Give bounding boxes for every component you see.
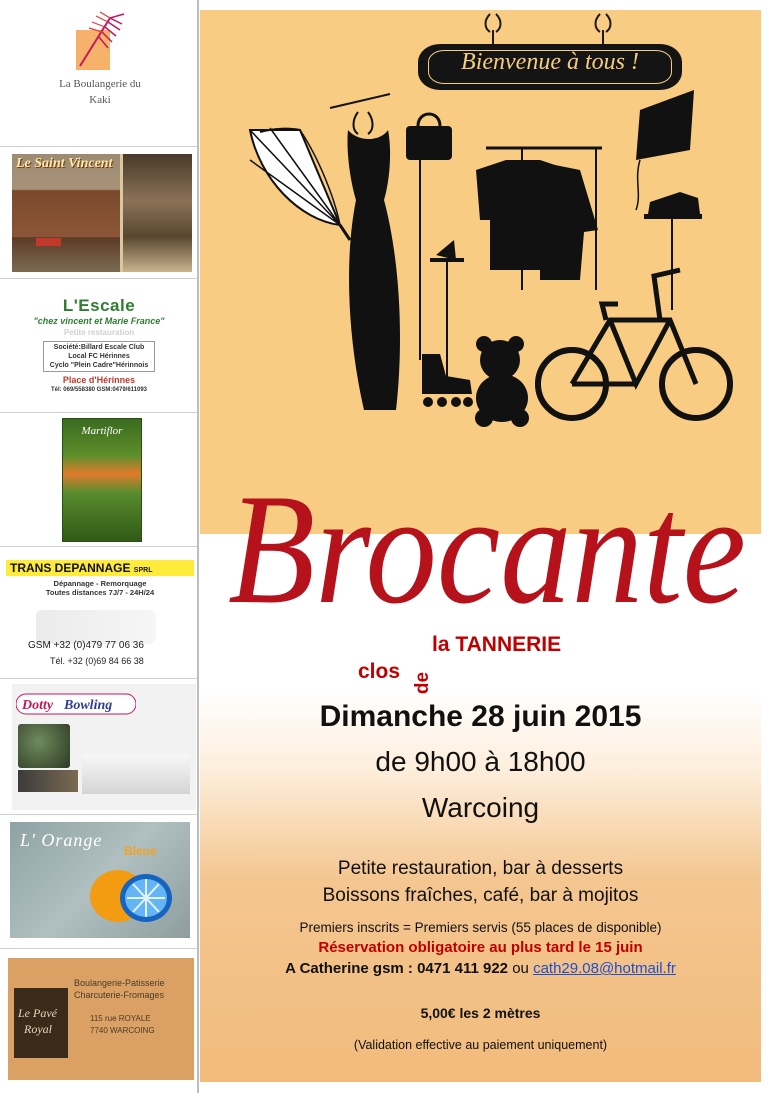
brocante-headline: [222, 454, 752, 634]
divider: [0, 678, 197, 679]
clothes-rack-icon: [476, 148, 602, 290]
handbag-icon: [406, 114, 452, 360]
pave-logo-line1: Le Pavé: [18, 1006, 57, 1020]
palm-leaf-logo: [70, 10, 130, 74]
price-text: 5,00€ les 2 mètres: [420, 1005, 541, 1021]
martiflor-name: Martiflor: [81, 425, 123, 437]
dotty-bowling-logo: [16, 692, 136, 716]
sneaker-icon: [644, 192, 702, 310]
saint-vincent-title: Le Saint Vincent: [16, 156, 113, 171]
trans-line1: Dépannage - Remorquage: [53, 579, 147, 588]
brocante-headline-text: Brocante: [228, 462, 746, 634]
kaki-name-line2: Kaki: [89, 94, 111, 106]
orange-slice-icon: [80, 862, 180, 926]
pave-line1: Boulangerie-Patisserie: [74, 978, 165, 988]
trans-line2: Toutes distances 7J/7 - 24H/24: [45, 588, 155, 597]
divider: [0, 814, 197, 815]
bowling-lane-photo: [18, 724, 70, 768]
kite-icon: [636, 90, 694, 210]
contact-label: A Catherine gsm : 0471 411 922: [285, 960, 509, 977]
reservation-note: Réservation obligatoire au plus tard le 15 juin: [318, 939, 643, 956]
validation-note: (Validation effective au paiement uniquement): [353, 1038, 608, 1052]
escale-box-line: Société:Billard Escale Club: [53, 344, 145, 351]
tow-truck-image: [36, 610, 156, 644]
saint-vincent-phone-badge: [36, 238, 61, 246]
venue-clos: clos: [358, 660, 401, 683]
teddy-bear-icon: [475, 336, 529, 427]
first-come-note: Premiers inscrits = Premiers servis (55 places de disponible): [299, 920, 662, 935]
ad-martiflor: [62, 418, 142, 542]
pave-line2: Charcuterie-Fromages: [74, 990, 165, 1000]
dress-icon: [347, 112, 400, 410]
trans-tel: Tél. +32 (0)69 84 66 38: [50, 656, 144, 666]
ad-dotty-bowling: [12, 684, 196, 810]
ad-pave-royal: [8, 958, 194, 1080]
escale-box-line: Cyclo "Plein Cadre"Hérinnois: [49, 362, 149, 369]
trans-title-band: [6, 560, 194, 576]
divider: [0, 546, 197, 547]
divider: [0, 278, 197, 279]
event-date: Dimanche 28 juin 2015: [319, 700, 642, 733]
ad-orange-bleue: [10, 822, 190, 938]
escale-phones: Tél: 069/558380 GSM:0479/611093: [50, 387, 148, 393]
welcome-banner-text: Bienvenue à tous !: [461, 49, 639, 75]
contact-email-link[interactable]: cath29.08@hotmail.fr: [533, 960, 676, 977]
escale-box-line: Local FC Hérinnes: [68, 353, 130, 360]
pave-street: 115 rue ROYALE: [90, 1014, 151, 1023]
bowling-pins-image: [82, 754, 190, 794]
trans-title: TRANS DEPANNAGE: [10, 561, 131, 575]
ad-escale: [6, 290, 192, 405]
divider: [0, 948, 197, 949]
ad-boulangerie-kaki: [30, 10, 170, 140]
services-line2: Boissons fraîches, café, bar à mojitos: [322, 885, 639, 906]
orange-title: L' Orange: [20, 830, 103, 850]
umbrella-icon: [250, 128, 350, 240]
flea-market-illustration: [240, 90, 760, 450]
escale-clubs-box: [43, 341, 155, 372]
trans-suffix: SPRL: [133, 567, 153, 574]
event-hours: de 9h00 à 18h00: [375, 746, 586, 777]
ad-trans-depannage: [6, 560, 194, 672]
escale-title: L'Escale: [62, 296, 136, 315]
pave-logo-line2: Royal: [24, 1022, 52, 1036]
venue-de: de: [412, 671, 434, 695]
svg-text:Bowling: Bowling: [64, 698, 113, 713]
services-line1: Petite restauration, bar à desserts: [337, 858, 624, 879]
kaki-name-line1: La Boulangerie du: [59, 78, 141, 90]
escale-place: Place d'Hérinnes: [62, 375, 136, 385]
svg-text:Dotty: Dotty: [22, 698, 54, 713]
contact-line: [200, 960, 761, 977]
kaki-hours-text: [30, 111, 170, 132]
ad-saint-vincent: [12, 154, 192, 272]
orange-title2: Bleue: [124, 844, 157, 858]
pave-royal-logo: [14, 988, 68, 1058]
pave-city: 7740 WARCOING: [90, 1026, 155, 1035]
escale-subtitle: "chez vincent et Marie France": [33, 316, 165, 326]
event-place: Warcoing: [421, 792, 540, 823]
trans-gsm: GSM +32 (0)479 77 06 36: [28, 640, 144, 651]
divider: [0, 412, 197, 413]
restaurant-interior-photo: [123, 154, 192, 272]
divider: [0, 146, 197, 147]
contact-or: ou: [508, 960, 534, 977]
venue-tannerie: la TANNERIE: [432, 633, 562, 656]
escale-faded-text: Petite restauration: [63, 328, 135, 337]
bicycle-icon: [538, 270, 730, 418]
bowling-bar-photo: [18, 770, 78, 792]
